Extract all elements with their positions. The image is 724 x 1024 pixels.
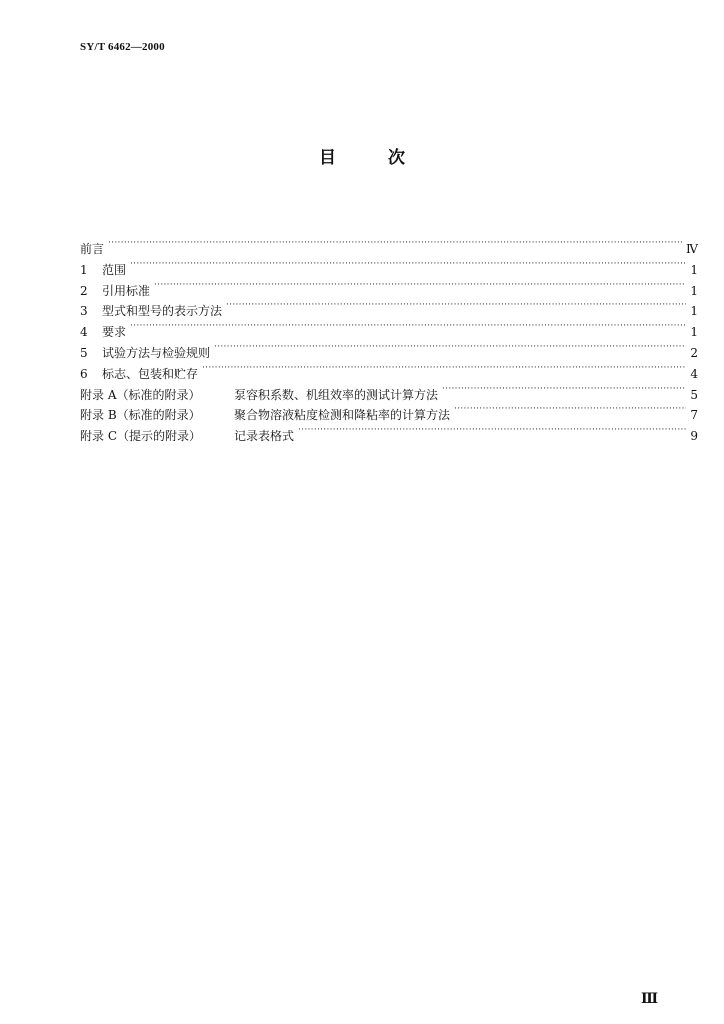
toc-entry-page: 7 [690,408,698,423]
title-char: 次 [388,148,405,168]
toc-appendix-prefix: 附录 C（提示的附录） [80,429,201,444]
toc-entry-number: 3 [80,304,88,319]
toc-leader-dots [130,316,686,336]
toc-appendix-prefix: 附录 A（标准的附录） [80,387,201,402]
toc-entry-page: 1 [690,304,698,319]
toc-entry-number: 5 [80,345,88,360]
toc-entry-label: 型式和型号的表示方法 [102,304,223,319]
toc-entry-4[interactable] [80,316,698,340]
toc-entry-number: 4 [80,325,88,340]
toc-entry-1[interactable] [80,254,698,275]
toc-appendix-prefix: 附录 B（标准的附录） [80,408,201,423]
toc-entry-label: 范围 [102,262,127,277]
title-char: 目 [319,148,336,168]
toc-entry-label: 试验方法与检验规则 [102,345,211,360]
toc-entry-label: 前言 [80,242,105,256]
toc-entry-page: 1 [690,262,698,277]
toc-entry-label: 泵容积系数、机组效率的测试计算方法 [234,387,439,402]
toc-leader-dots [298,420,686,440]
toc-entry-page: 1 [690,283,698,298]
toc-entry-label: 要求 [102,325,127,340]
toc-entry-5[interactable] [80,337,698,358]
toc-entry-preface[interactable] [80,233,698,254]
toc-entry-label: 聚合物溶液粘度检测和降粘率的计算方法 [234,408,451,423]
toc-leader-dots [454,399,686,419]
standard-code-header: SY/T 6462—2000 [80,41,165,53]
toc-leader-dots [130,254,686,274]
toc-leader-dots [154,275,686,295]
page-number: Ⅲ [641,992,658,1007]
toc-leader-dots [442,379,686,399]
toc-entry-number: 2 [80,283,88,298]
table-of-contents [80,233,698,444]
toc-leader-dots [202,358,686,378]
toc-entry-label: 引用标准 [102,283,151,298]
toc-leader-dots [226,295,686,315]
toc-entry-page: 9 [690,429,698,444]
toc-entry-page: 5 [690,387,698,402]
toc-entry-label: 标志、包装和贮存 [102,366,199,381]
toc-leader-dots [108,233,682,253]
toc-entry-page: 4 [690,366,698,381]
toc-leader-dots [214,337,686,357]
toc-entry-page: 2 [690,345,698,360]
page-title [0,143,724,168]
toc-entry-page: 1 [690,325,698,340]
toc-entry-page: Ⅳ [686,242,698,256]
toc-entry-3[interactable] [80,295,698,319]
toc-entry-label: 记录表格式 [234,429,295,444]
toc-entry-2[interactable] [80,275,698,296]
toc-entry-number: 1 [80,262,88,277]
toc-entry-number: 6 [80,366,88,381]
